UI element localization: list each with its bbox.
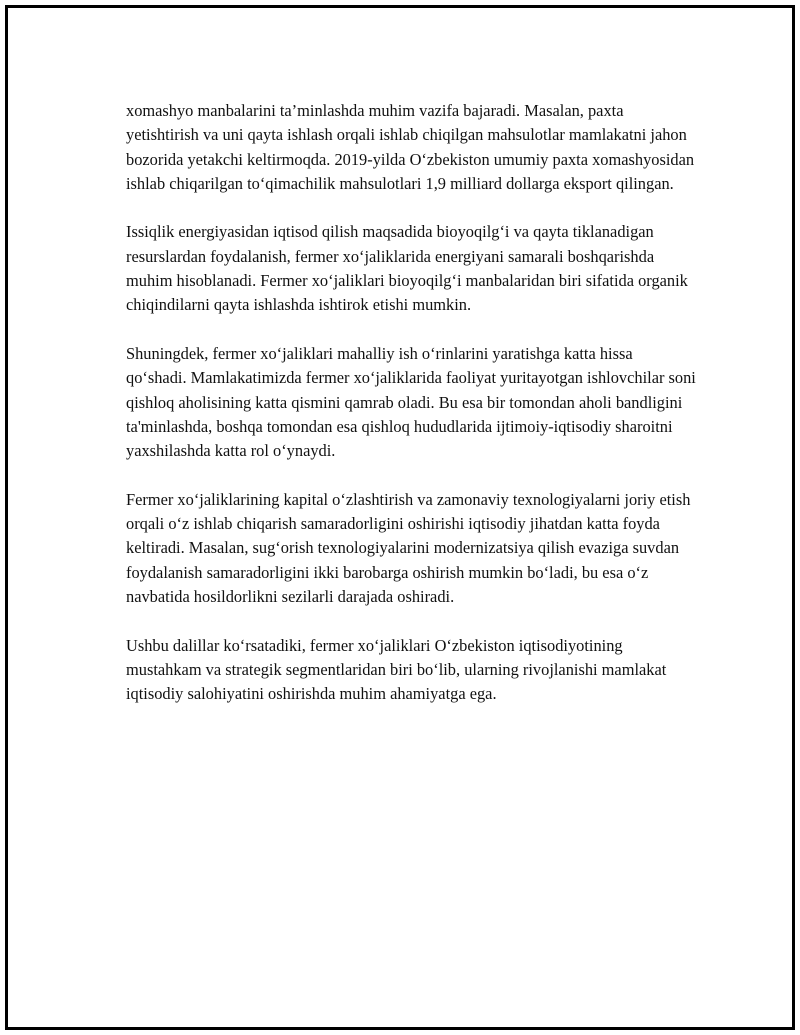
page-frame [5,5,795,1030]
paragraph-4: Fermer xo‘jaliklarining kapital o‘zlashtirish va zamonaviy texnologiyalarni joriy etish orqali o‘z ishlab chiqarish samaradorligini oshirishi iqtisodiy jihatdan katta foyda keltiradi. Masalan, sug‘orish texnologiyalarini modernizatsiya qilish evaziga suvdan foydalanish samaradorligini ikki barobarga oshirish mumkin bo‘ladi, bu esa o‘z navbatida hosildorlikni sezilarli darajada oshiradi. [126,489,691,606]
paragraph-2: Issiqlik energiyasidan iqtisod qilish maqsadida bioyoqilg‘i va qayta tiklanadigan resurslardan foydalanish, fermer xo‘jaliklarida energiyani samarali boshqarishda muhim hisoblanadi. Fermer xo‘jaliklari bioyoqilg‘i manbalaridan biri sifatida organik chiqindilarni qayta ishlashda ishtirok etishi mumkin. [126,222,688,315]
paragraph-3: Shuningdek, fermer xo‘jaliklari mahalliy ish o‘rinlarini yaratishga katta hissa qo‘shadi. Mamlakatimizda fermer xo‘jaliklarida faoliyat yuritayotgan ishlovchilar soni qishloq aholisining katta qismini qamrab oladi. Bu esa bir tomondan aholi bandligini ta'minlashda, boshqa tomondan esa qishloq hududlarida ijtimoiy-iqtisodiy sharoitni yaxshilashda katta rol o‘ynaydi. [126,343,696,461]
paragraph-5: Ushbu dalillar ko‘rsatadiki, fermer xo‘jaliklari O‘zbekiston iqtisodiyotining mustahkam va strategik segmentlaridan biri bo‘lib, ularning rivojlanishi mamlakat iqtisodiy salohiyatini oshirishda muhim ahamiyatga ega. [126,635,667,704]
paragraph-1: xomashyo manbalarini ta’minlashda muhim vazifa bajaradi. Masalan, paxta yetishtirish va uni qayta ishlash orqali ishlab chiqilgan mahsulotlar mamlakatni jahon bozorida yetakchi keltirmoqda. 2019-yilda O‘zbekiston umumiy paxta xomashyosidan ishlab chiqarilgan to‘qimachilik mahsulotlari 1,9 milliard dollarga eksport qilingan. [126,101,695,193]
document-body [126,99,696,731]
